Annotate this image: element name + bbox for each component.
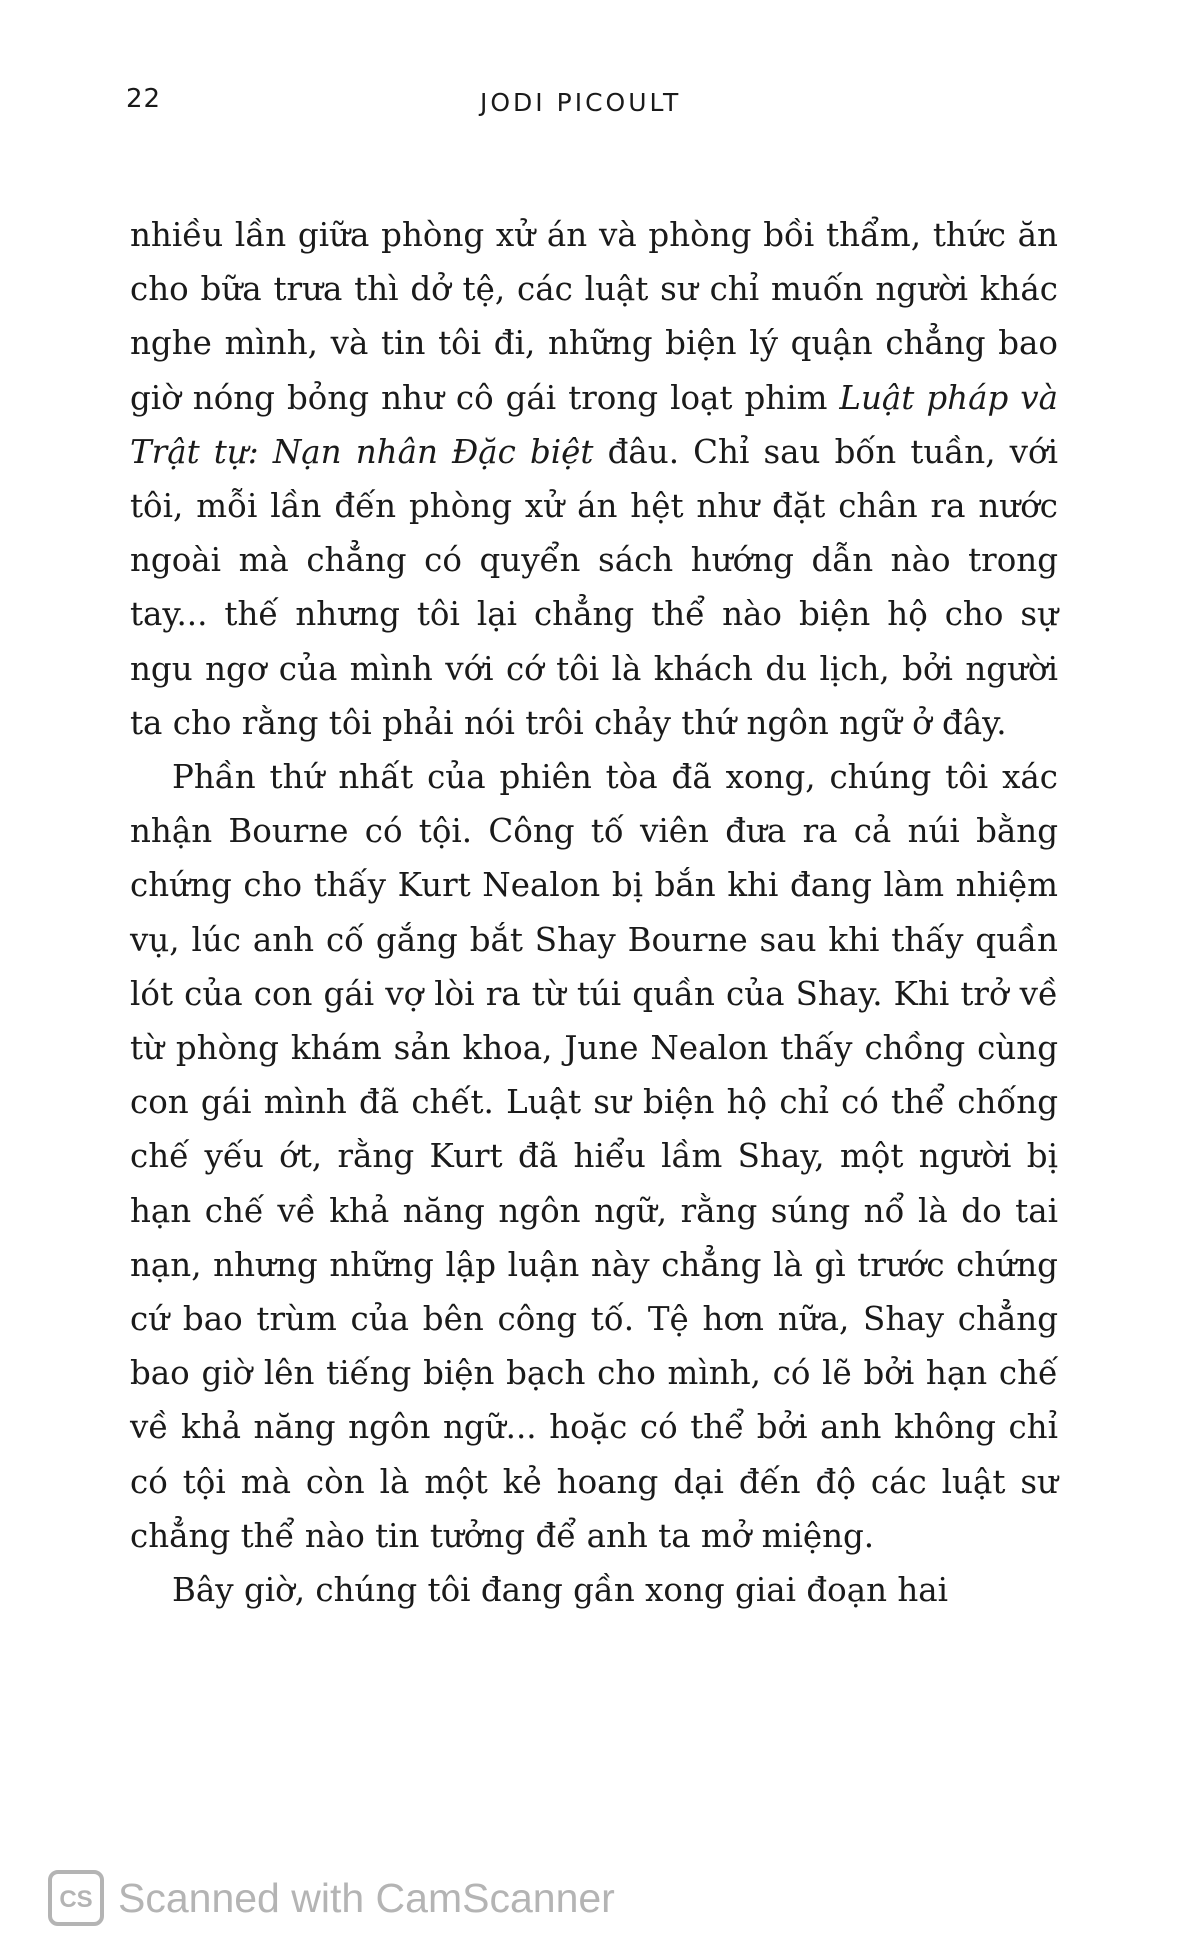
page-number: 22 [126,84,162,114]
watermark-text: Scanned with CamScanner [118,1874,615,1921]
camscanner-logo-icon [48,1870,104,1926]
camscanner-logo-text: CS [59,1886,93,1913]
running-title: JODI PICOULT [480,88,682,117]
paragraph-1-italic-title: Luật pháp và Trật tự: Nạn nhân Đặc biệt [130,378,1059,471]
paragraph-2: Phần thứ nhất của phiên tòa đã xong, chúng tôi xác nhận Bourne có tội. Công tố viên đưa ra cả núi bằng chứng cho thấy Kurt Nealon bị bắn khi đang làm nhiệm vụ, lúc anh cố gắng bắt Shay Bourne sau khi thấy quần lót của con gái vợ lòi ra từ túi quần của Shay. Khi trở về từ phòng khám sản khoa, June Nealon thấy chồng cùng con gái mình đã chết. Luật sư biện hộ chỉ có thể chống chế yếu ớt, rằng Kurt đã hiểu lầm Shay, một người bị hạn chế về khả năng ngôn ngữ, rằng súng nổ là do tai nạn, nhưng những lập luận này chẳng là gì trước chứng cứ bao trùm của bên công tố. Tệ hơn nữa, Shay chẳng bao giờ lên tiếng biện bạch cho mình, có lẽ bởi hạn chế về khả năng ngôn ngữ... hoặc có thể bởi anh không chỉ có tội mà còn là một kẻ hoang dại đến độ các luật sư chẳng thể nào tin tưởng để anh ta mở miệng. [130,758,1058,1555]
body-text [130,208,1058,1617]
page-header [0,84,1184,124]
camscanner-watermark [48,1866,615,1930]
paragraph-1-text-a: nhiều lần giữa phòng xử án và phòng bồi thẩm, thức ăn cho bữa trưa thì dở tệ, các luật sư chỉ muốn người khác nghe mình, và tin tôi đi, những biện lý quận chẳng bao giờ nóng bỏng như cô gái trong loạt phim [130,216,1058,417]
paragraph-1-text-b: đâu. Chỉ sau bốn tuần, với tôi, mỗi lần đến phòng xử án hệt như đặt chân ra nước ngoài mà chẳng có quyển sách hướng dẫn nào trong tay... thế nhưng tôi lại chẳng thể nào biện hộ cho sự ngu ngơ của mình với cớ tôi là khách du lịch, bởi người ta cho rằng tôi phải nói trôi chảy thứ ngôn ngữ ở đây. [130,432,1058,742]
paragraph-3: Bây giờ, chúng tôi đang gần xong giai đoạn hai [172,1571,949,1610]
paragraph-1 [130,208,1058,750]
